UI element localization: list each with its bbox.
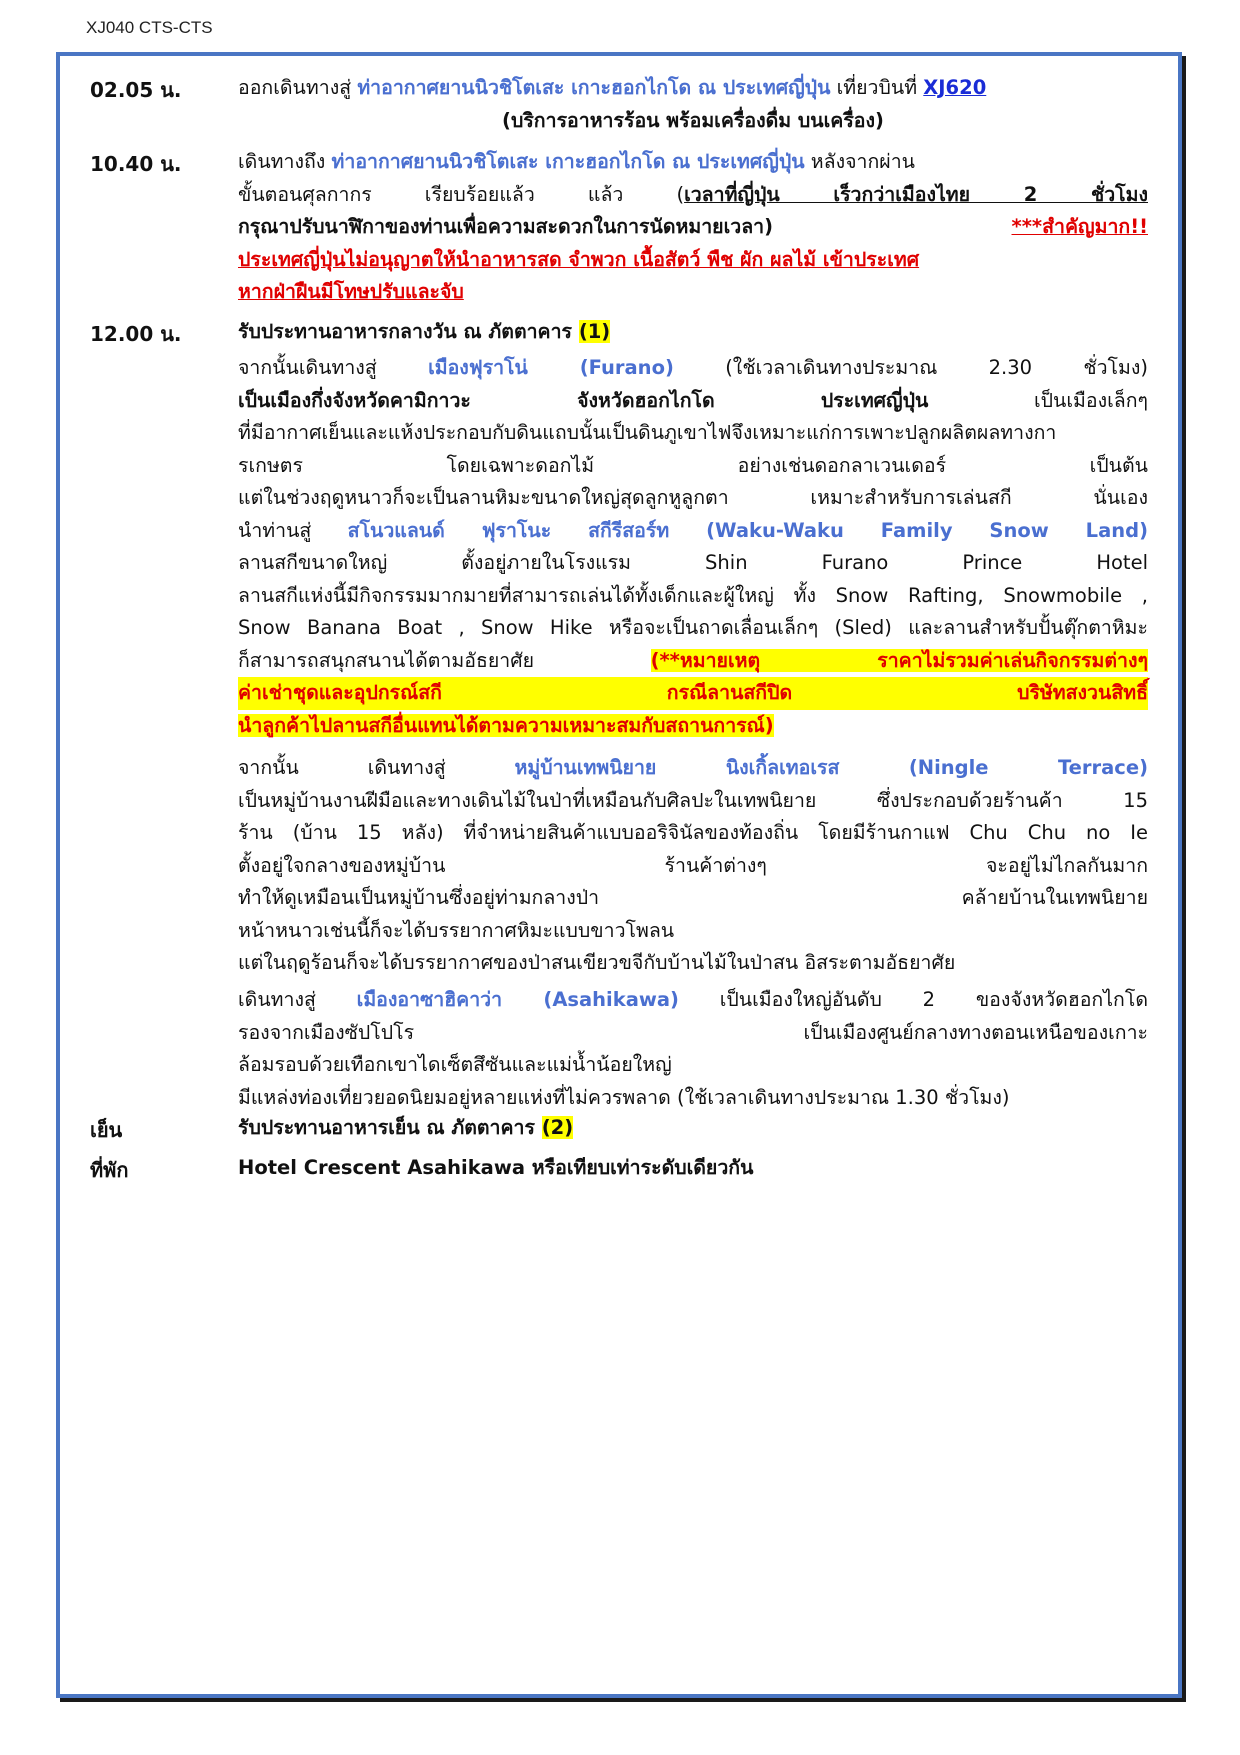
text-line: ลานสกีขนาดใหญ่ ตั้งอยู่ภายในโรงแรม Shin Furano Prince Hotel <box>238 551 1148 574</box>
text-segment: นำท่านสู่ <box>238 518 348 542</box>
time-label: เย็น <box>90 1118 123 1142</box>
text-line: รเกษตร โดยเฉพาะดอกไม้ อย่างเช่นดอกลาเวนเดอร์ เป็นต้น <box>238 453 1148 477</box>
lunch-text <box>238 316 1148 349</box>
meal-number-badge: (1) <box>578 320 611 343</box>
text-line: มีแหล่งท่องเที่ยวยอดนิยมอยู่หลายแห่งที่ไม่ควรพลาด (ใช้เวลาเดินทางประมาณ 1.30 ชั่วโมง) <box>238 1085 1010 1109</box>
time-label: 12.00 น. <box>90 322 182 346</box>
text-segment: ออกเดินทางสู่ <box>238 76 358 99</box>
airport-name: ท่าอากาศยานนิวชิโตเสะ เกาะฮอกไกโด ณ ประเทศญี่ปุ่น <box>357 76 831 99</box>
text-line: รองจากเมืองซัปโปโร เป็นเมืองศูนย์กลางทางตอนเหนือของเกาะ <box>238 1020 1148 1044</box>
time-label: 02.05 น. <box>90 78 182 102</box>
text-line: ล้อมรอบด้วยเทือกเขาไดเซ็ตสึซันและแม่น้ำน้อยใหญ่ <box>238 1053 672 1076</box>
text-segment: เป็นเมืองกึ่งจังหวัดคามิกาวะ จังหวัดฮอกไกโด ประเทศญี่ปุ่น <box>238 388 929 412</box>
dinner-text <box>238 1112 1148 1145</box>
text-segment: เดินทางถึง <box>238 150 332 173</box>
text-line: ที่มีอากาศเย็นและแห้งประกอบกับดินแถบนั้นเป็นดินภูเขาไฟจึงเหมาะแก่การเพาะปลูกผลิตผลทางกา <box>238 421 1057 444</box>
watch-adjust-note: กรุณาปรับนาฬิกาของท่านเพื่อความสะดวกในการนัดหมายเวลา) <box>238 215 1012 238</box>
text-line: แต่ในฤดูร้อนก็จะได้บรรยากาศของป่าสนเขียวขจีกับบ้านไม้ในป่าสน อิสระตามอัธยาศัย <box>238 951 956 974</box>
text-segment: รับประทานอาหารกลางวัน ณ ภัตตาคาร <box>238 320 579 343</box>
text-line: ร้าน (บ้าน 15 หลัง) ที่จำหน่ายสินค้าแบบออริจินัลของท้องถิ่น โดยมีร้านกาแฟ Chu Chu no Ie <box>238 821 1148 844</box>
furano-paragraph <box>238 352 1148 742</box>
meal-number-badge: (2) <box>541 1116 574 1139</box>
time-difference-note: เวลาที่ญี่ปุ่น เร็วกว่าเมืองไทย 2 ชั่วโมง <box>684 182 1148 206</box>
text-segment: จากนั้นเดินทางสู่ <box>238 356 429 379</box>
asahikawa-paragraph <box>238 984 1148 1114</box>
food-import-warning: ประเทศญี่ปุ่นไม่อนุญาตให้นำอาหารสด จำพวก เนื้อสัตว์ พืช ผัก ผลไม้ เข้าประเทศ <box>238 247 920 271</box>
flight-number-link[interactable]: XJ620 <box>923 76 987 99</box>
text-line: Snow Banana Boat , Snow Hike หรือจะเป็นถาดเลื่อนเล็กๆ (Sled) และลานสำหรับปั้นตุ๊กตาหิมะ <box>238 616 1148 639</box>
text-line: ลานสกีแห่งนี้มีกิจกรรมมากมายที่สามารถเล่นได้ทั้งเด็กและผู้ใหญ่ ทั้ง Snow Rafting, Snowmobile , <box>238 583 1148 607</box>
text-segment: จากนั้น เดินทางสู่ <box>238 756 515 779</box>
remark-note: (**หมายเหตุ ราคาไม่รวมค่าเล่นกิจกรรมต่างๆ <box>650 648 1148 672</box>
text-line: ตั้งอยู่ใจกลางของหมู่บ้าน ร้านค้าต่างๆ จะอยู่ไม่ไกลกันมาก <box>238 853 1148 877</box>
text-segment: ขั้นตอนศุลกากร เรียบร้อยแล้ว แล้ว ( <box>238 182 685 206</box>
remark-note: ค่าเช่าชุดและอุปกรณ์สกี กรณีลานสกีปิด บริษัทสงวนสิทธิ์ <box>238 677 1148 710</box>
document-code: XJ040 CTS-CTS <box>86 18 213 37</box>
penalty-warning: หากฝ่าฝืนมีโทษปรับและจับ <box>238 280 464 303</box>
airport-name: ท่าอากาศยานนิวชิโตเสะ เกาะฮอกไกโด ณ ประเทศญี่ปุ่น <box>331 150 805 173</box>
hotel-text: Hotel Crescent Asahikawa หรือเทียบเท่าระดับเดียวกัน <box>238 1156 754 1179</box>
text-line: หน้าหนาวเช่นนี้ก็จะได้บรรยากาศหิมะแบบขาวโพลน <box>238 918 675 942</box>
text-segment: รับประทานอาหารเย็น ณ ภัตตาคาร <box>238 1116 542 1139</box>
place-name: หมู่บ้านเทพนิยาย นิงเกิ้ลเทอเรส (Ningle Terrace) <box>514 756 1148 779</box>
ningle-paragraph <box>238 752 1148 980</box>
departure-text <box>238 72 1148 137</box>
text-segment: หลังจากผ่าน <box>804 150 916 173</box>
text-segment: ก็สามารถสนุกสนานได้ตามอัธยาศัย <box>238 648 651 672</box>
remark-note: นำลูกค้าไปลานสกีอื่นแทนได้ตามความเหมาะสมกับสถานการณ์) <box>238 713 774 737</box>
text-segment: เป็นเมืองใหญ่อันดับ 2 ของจังหวัดฮอกไกโด <box>678 988 1148 1011</box>
place-name: สโนวแลนด์ ฟุราโนะ สกีรีสอร์ท (Waku-Waku Family Snow Land) <box>347 518 1148 542</box>
text-line: แต่ในช่วงฤดูหนาวก็จะเป็นลานหิมะขนาดใหญ่สุดลูกหูลูกตา เหมาะสำหรับการเล่นสกี นั่นเอง <box>238 486 1148 509</box>
important-warning: ***สำคัญมาก!! <box>1011 215 1148 238</box>
text-segment: เที่ยวบินที่ <box>830 76 924 99</box>
place-name: เมืองอาซาฮิคาว่า (Asahikawa) <box>356 988 679 1011</box>
text-line: ทำให้ดูเหมือนเป็นหมู่บ้านซึ่งอยู่ท่ามกลางป่า คล้ายบ้านในเทพนิยาย <box>238 886 1148 909</box>
time-label: 10.40 น. <box>90 152 182 176</box>
text-segment: (ใช้เวลาเดินทางประมาณ 2.30 ชั่วโมง) <box>673 356 1148 379</box>
place-name: เมืองฟุราโน่ (Furano) <box>428 356 674 379</box>
text-line: เป็นหมู่บ้านงานฝีมือและทางเดินไม้ในป่าที่เหมือนกับศิลปะในเทพนิยาย ซึ่งประกอบด้วยร้านค้า 15 <box>238 788 1148 812</box>
meal-service-note: (บริการอาหารร้อน พร้อมเครื่องดื่ม บนเครื่อง) <box>502 108 884 132</box>
time-label: ที่พัก <box>90 1158 129 1182</box>
text-segment: เป็นเมืองเล็กๆ <box>928 388 1148 412</box>
arrival-text <box>238 146 1148 309</box>
text-segment: เดินทางสู่ <box>238 988 357 1011</box>
